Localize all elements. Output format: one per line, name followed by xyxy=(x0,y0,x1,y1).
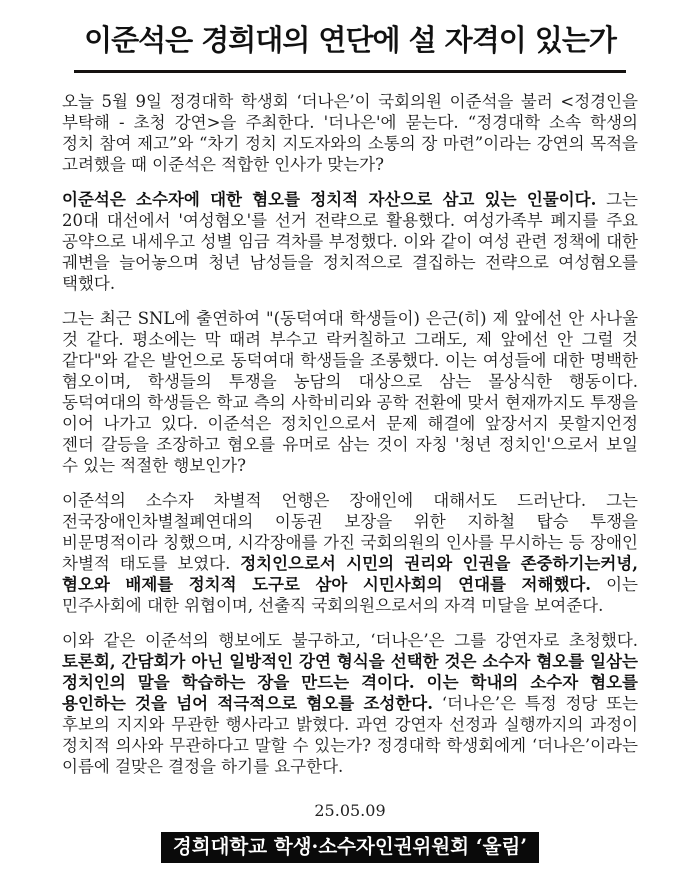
document-body xyxy=(62,91,638,777)
paragraph-text: 그는 20대 대선에서 '여성혐오'를 선거 전략으로 활용했다. 여성가족부 폐지를 주요 공약으로 내세우고 성별 임금 격차를 부정했다. 이와 같이 여성 관련 정책에 대한 궤변을 늘어놓으며 청년 남성들을 정치적으로 결집하는 전략으로 여성혐오를 택했다. xyxy=(62,190,638,293)
paragraph-disability xyxy=(62,490,638,616)
paragraph-snl xyxy=(62,308,638,476)
document-title: 이준석은 경희대의 연단에 설 자격이 있는가 xyxy=(84,23,616,57)
paragraph-text-emphasis: 이준석은 소수자에 대한 혐오를 정치적 자산으로 삼고 있는 인물이다. xyxy=(62,190,597,209)
signature-row xyxy=(62,832,638,863)
title-divider xyxy=(74,70,626,73)
signature-stamp: 경희대학교 학생·소수자인권위원회 ‘울림’ xyxy=(161,832,539,863)
paragraph-text-emphasis: 정치인으로서 시민의 권리와 인권을 존중하기는커녕, 혐오와 배제를 정치적 도구로 삼아 시민사회의 연대를 저해했다. xyxy=(62,554,638,594)
paragraph-text: 그는 최근 SNL에 출연하여 "(동덕여대 학생들이) 은근(히) 제 앞에선 안 사나울 것 같다. 평소에는 막 때려 부수고 락커칠하고 그래도, 제 앞에선 안 그럴 것 같다"와 같은 발언으로 동덕여대 학생들을 조롱했다. 이는 여성들에 대한 명백한 혐오이며, 학생들의 투쟁을 농담의 대상으로 삼는 몰상식한 행동이다. 동덕여대의 학생들은 학교 측의 사학비리와 공학 전환에 맞서 현재까지도 투쟁을 이어 나가고 있다. 이준석은 정치인으로서 문제 해결에 앞장서지 못할지언정 젠더 갈등을 조장하고 혐오를 유머로 삼는 것이 자칭 '청년 정치인'으로서 보일 수 있는 적절한 행보인가? xyxy=(62,309,638,475)
paragraph-conclusion xyxy=(62,630,638,777)
paragraph-intro xyxy=(62,91,638,175)
paragraph-text: 이는 민주사회에 대한 위협이며, 선출직 국회의원으로서의 자격 미달을 보여준다. xyxy=(62,575,638,615)
paragraph-misogyny xyxy=(62,189,638,294)
paragraph-text-emphasis: 토론회, 간담회가 아닌 일방적인 강연 형식을 선택한 것은 소수자 혐오를 일삼는 정치인의 말을 학습하는 장을 만드는 격이다. 이는 학내의 소수자 혐오를 용인하는 것을 넘어 적극적으로 혐오를 조성한다. xyxy=(62,652,638,713)
paragraph-text: 이와 같은 이준석의 행보에도 불구하고, ‘더나은’은 그를 강연자로 초청했다. xyxy=(62,631,638,650)
paragraph-text: 이준석의 소수자 차별적 언행은 장애인에 대해서도 드러난다. 그는 전국장애인차별철폐연대의 이동권 보장을 위한 지하철 탑승 투쟁을 비문명적이라 칭했으며, 시각장애를 가진 국회의원의 인사를 무시하는 등 장애인 차별적 태도를 보였다. xyxy=(62,491,638,573)
paragraph-text: ‘더나은’은 특정 정당 또는 후보의 지지와 무관한 행사라고 밝혔다. 과연 강연자 선정과 실행까지의 과정이 정치적 의사와 무관하다고 말할 수 있는가? 정경대학 학생회에게 ‘더나은’이라는 이름에 걸맞은 결정을 하기를 요구한다. xyxy=(62,694,639,776)
document-date: 25.05.09 xyxy=(314,801,386,820)
paragraph-text: 오늘 5월 9일 정경대학 학생회 ‘더나은’이 국회의원 이준석을 불러 <정경인을 부탁해 - 초청 강연>을 주최한다. '더나은'에 묻는다. “정경대학 소속 학생의 정치 참여 제고”와 “차기 정치 지도자와의 소통의 장 마련”이라는 강연의 목적을 고려했을 때 이준석은 적합한 인사가 맞는가? xyxy=(62,92,638,174)
